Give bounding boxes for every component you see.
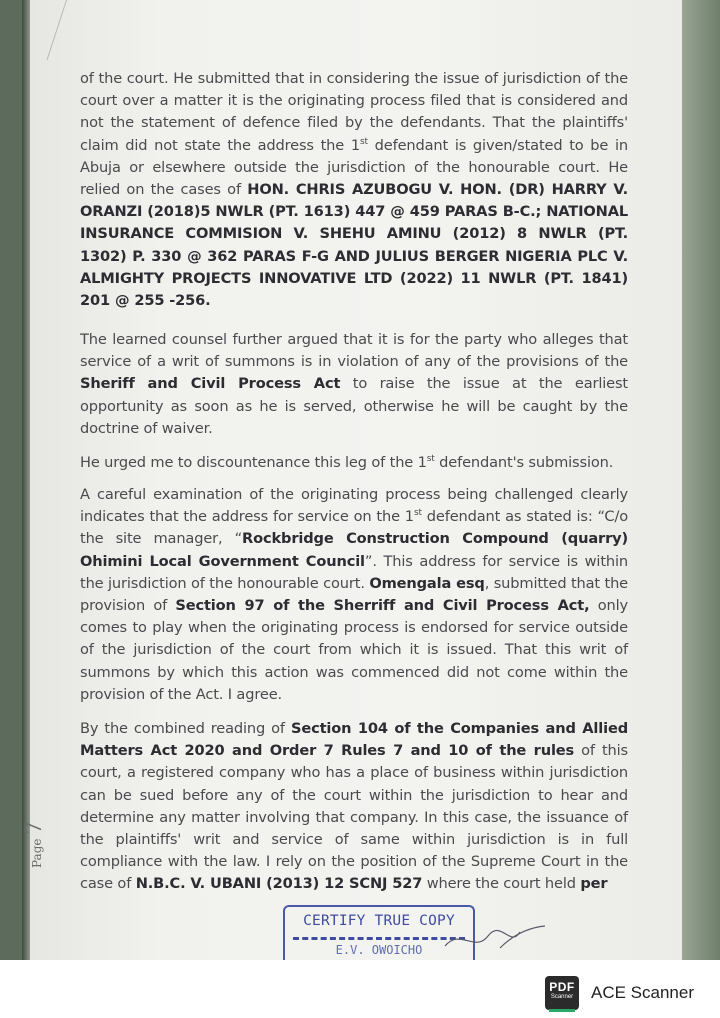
- p4-counsel: Omengala esq: [369, 574, 485, 592]
- p4-text-a: A careful examination of the originating process being challenged clearly indicates that the address for service on the 1: [80, 486, 628, 526]
- stamp-name: E.V. OWOICHO: [335, 943, 423, 957]
- p5-text-b: of this court, a registered company who has a place of business within jurisdiction can be sued before any of the court within the jurisdiction to hear and determine any matter involving that company. In this case, the issuance of the plaintiffs' writ and service of same within jurisdiction is in full compliance with the law. I rely on the position of the Supreme Court in the case of: [80, 742, 628, 893]
- p4-text-e: only comes to play when the originating process is endorsed for service outside of the jurisdiction of the court from which it is issued. That this writ of summons by which this action was commenced did not come within the provision of the Act. I agree.: [80, 597, 629, 703]
- p2-text-a: The learned counsel further argued that it is for the party who alleges that service of a writ of summons is in violation of any of the provisions of the: [80, 331, 628, 371]
- p4-address: Rockbridge Construction Compound (quarry) Ohimini Local Government Council: [80, 530, 628, 570]
- p1-text-b: defendant is given/stated to be in Abuja or elsewhere outside the jurisdiction of the honourable court. He relied on the cases of: [80, 136, 628, 199]
- logo-accent-bar: [549, 1009, 575, 1012]
- p2-text-b: to raise the issue at the earliest opportunity as soon as he is served, otherwise he will be caught by the doctrine of waiver.: [80, 375, 628, 437]
- p5-text-c: where the court held: [422, 875, 581, 893]
- paragraph-5: [80, 718, 628, 896]
- p4-text-c: ”. This address for service is within the jurisdiction of the honourable court.: [80, 552, 628, 592]
- p5-per: per: [580, 875, 608, 893]
- page-number-value: 7: [22, 820, 47, 835]
- p1-sup: st: [359, 136, 368, 147]
- p4-text-d: , submitted that the provision of: [80, 574, 629, 615]
- brand-name: ACE Scanner: [591, 983, 694, 1002]
- paragraph-1: [80, 68, 628, 312]
- page-number: [22, 808, 47, 868]
- p1-text-a: of the court. He submitted that in considering the issue of jurisdiction of the court over a matter it is the originating process filed that is considered and not the statement of defence filed by the defendants. That the plaintiffs' claim did not state the address the 1: [80, 70, 628, 154]
- logo-top-text: PDF: [549, 980, 575, 994]
- paragraph-2: [80, 329, 628, 440]
- logo-bottom-text: Scanner: [550, 994, 574, 1000]
- p2-act-name: Sheriff and Civil Process Act: [80, 375, 341, 393]
- p3-sup: st: [426, 454, 435, 465]
- paragraph-4: [80, 484, 628, 706]
- scanner-branding: [545, 975, 694, 1011]
- p4-sup: st: [413, 508, 422, 519]
- p5-case: N.B.C. V. UBANI (2013) 12 SCNJ 527: [135, 875, 423, 893]
- pdf-scanner-logo-icon: [545, 976, 579, 1010]
- p4-text-b: defendant as stated is: “C/o the site manager, “: [80, 508, 629, 548]
- paragraph-3: [80, 452, 628, 474]
- p5-statutes: Section 104 of the Companies and Allied Matters Act 2020 and Order 7 Rules 7 and 10 of the rules: [80, 720, 628, 760]
- page-label: Page: [30, 838, 44, 868]
- p3-text-a: He urged me to discountenance this leg of the 1: [80, 454, 427, 471]
- background-edge: [682, 0, 720, 960]
- p4-section: Section 97 of the Sherriff and Civil Process Act,: [175, 597, 590, 615]
- stamp-title: CERTIFY TRUE COPY: [303, 913, 455, 929]
- signature-scribble: [440, 918, 550, 958]
- p3-text-b: defendant's submission.: [434, 454, 614, 471]
- p5-text-a: By the combined reading of: [80, 720, 291, 737]
- p1-citations: HON. CHRIS AZUBOGU V. HON. (DR) HARRY V. ORANZI (2018)5 NWLR (PT. 1613) 447 @ 459 PARAS B-C.; NATIONAL INSURANCE COMMISION V. SHEHU AMINU (2012) 8 NWLR (PT. 1302) P. 330 @ 362 PARAS F-G AND JULIUS BERGER NIGERIA PLC V. ALMIGHTY PROJECTS INNOVATIVE LTD (2022) 11 NWLR (PT. 1841) 201 @ 255 -256.: [80, 181, 628, 310]
